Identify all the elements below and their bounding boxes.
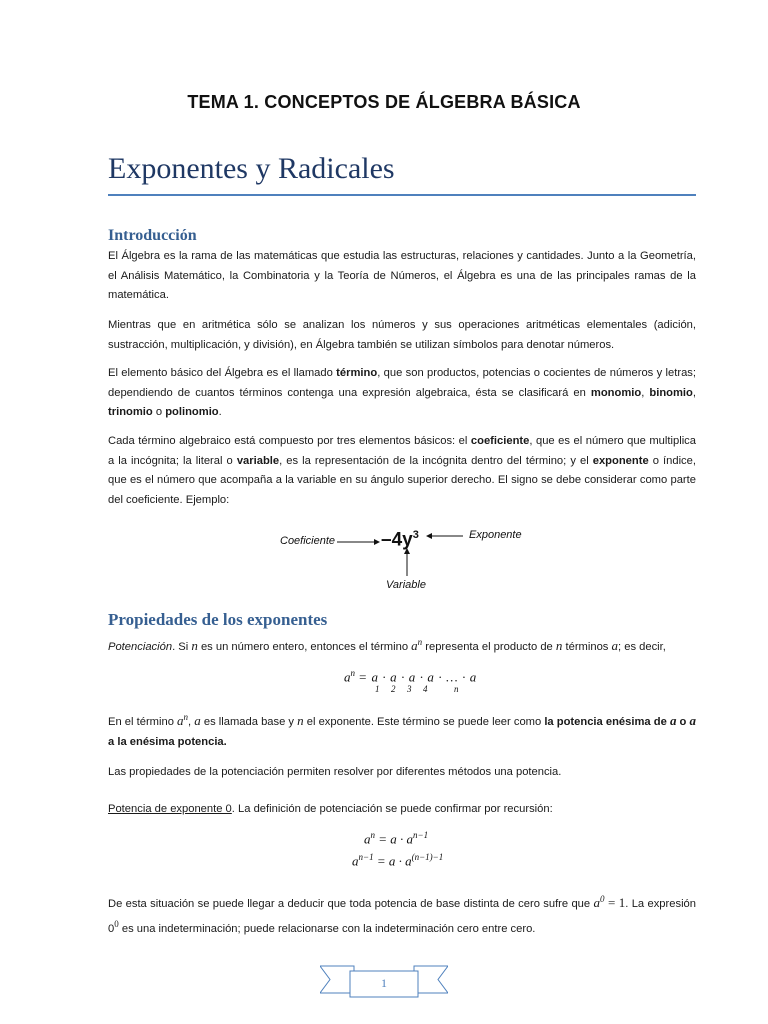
exponente-cero-paragraph: Potencia de exponente 0. La definición de potenciación se puede confirmar por recursión:	[108, 803, 553, 815]
final-paragraph: De esta situación se puede llegar a deducir que toda potencia de base distinta de cero sufre que $a^0 = 1$. La expresión $0^0$ es una indeterminación; puede relacionarse con la indeterminación cero entre cero.	[108, 894, 696, 935]
intro-heading: Introducción	[108, 227, 197, 244]
intro-paragraph-1: El Álgebra es la rama de las matemáticas que estudia las estructuras, relaciones y cantidades. Junto a la Geometría, el Análisis Matemático, la Combinatoria y la Teoría de Números, el Álgebra es una de las principales ramas de la matemática.	[108, 250, 696, 301]
intro-paragraph-4: Cada término algebraico está compuesto por tres elementos básicos: el coeficiente, que es el número que multiplica a la incógnita; la literal o variable, es la representación de la incógnita dentro del término; y el exponente o índice, que es el número que acompaña a la variable en su ángulo superior derecho. El signo se debe considerar como parte del coeficiente. Ejemplo:	[108, 435, 696, 506]
exponente-label: Exponente	[469, 529, 522, 541]
propiedades-heading: Propiedades de los exponentes	[108, 610, 328, 629]
formula-producto: $a^n = a \cdot a \cdot a \cdot a$ · … · a 1 2 3 4 n	[344, 668, 477, 694]
variable-label: Variable	[386, 579, 426, 591]
term-expression: $-4y^3$	[381, 529, 419, 551]
intro-paragraph-3: El elemento básico del Álgebra es el llamado término, que son productos, potencias o cocientes de números y letras; dependiendo de cuantos términos contenga una expresión algebraica, ésta se clasificará en monomio, binomio, trinomio o polinomio.	[108, 367, 696, 418]
term-diagram	[270, 522, 550, 596]
intro-paragraph-2: Mientras que en aritmética sólo se analizan los números y sus operaciones aritméticas elementales (adición, sustracción, multiplicación, y división), en Álgebra también se utilizan símbolos para denotar números.	[108, 319, 696, 351]
metodos-paragraph: Las propiedades de la potenciación permiten resolver por diferentes métodos una potencia.	[108, 766, 562, 778]
tema-heading: TEMA 1. CONCEPTOS DE ÁLGEBRA BÁSICA	[187, 92, 581, 112]
page-title: Exponentes y Radicales	[108, 152, 395, 185]
formula-recursion-1: $a^n = a \cdot a^{n-1}$	[364, 830, 429, 847]
base-paragraph: En el término $a^n$, a es llamada base y n el exponente. Este término se puede leer como la potencia enésima de a o a a la enésima potencia.	[108, 712, 696, 748]
title-rule	[108, 194, 696, 196]
page-number: 1	[381, 976, 387, 990]
page-number-ribbon	[320, 963, 448, 999]
potenciacion-paragraph: Potenciación. Si n es un número entero, entonces el término $a^n$ representa el producto de n términos a; es decir,	[108, 637, 666, 653]
coeficiente-label: Coeficiente	[280, 535, 336, 547]
formula-recursion-2: $a^{n-1} = a \cdot a^{(n-1)-1}$	[352, 852, 444, 869]
